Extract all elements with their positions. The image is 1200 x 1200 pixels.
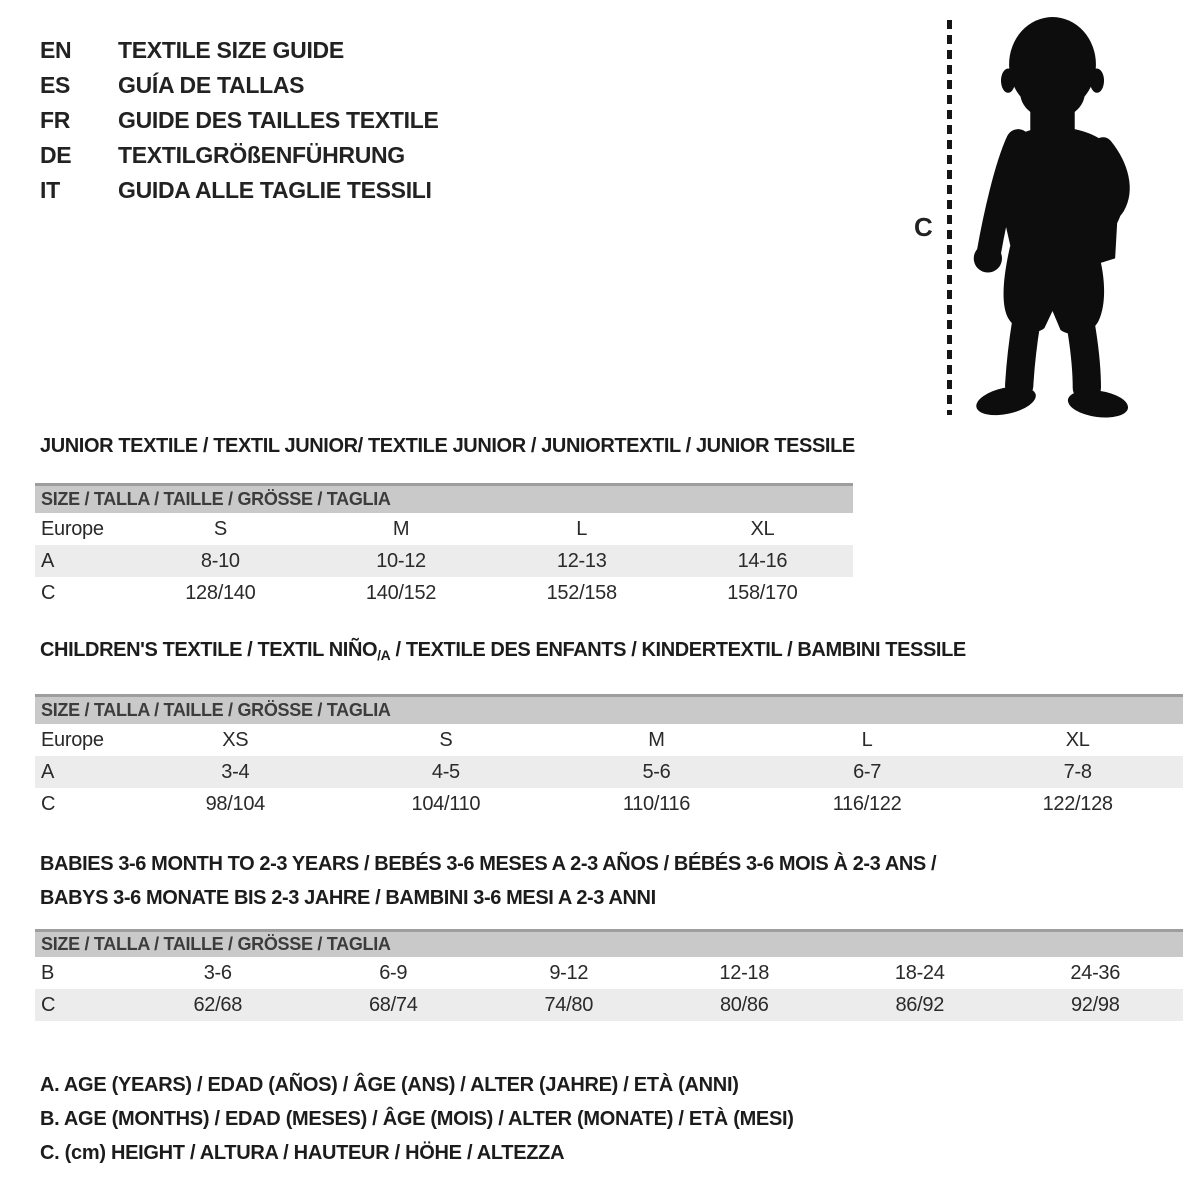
guide-title-es: GUÍA DE TALLAS <box>118 72 305 98</box>
size-value-cell: 68/74 <box>368 993 418 1016</box>
row-label-cell: C <box>41 993 56 1016</box>
size-value-cell: 98/104 <box>205 792 265 815</box>
footnote-age-months: B. AGE (MONTHS) / EDAD (MESES) / ÂGE (MOIS) / ALTER (MONATE) / ETÀ (MESI) <box>40 1108 794 1130</box>
size-value-cell: 9-12 <box>549 961 589 984</box>
size-value-cell: 116/122 <box>832 792 902 815</box>
babies-title-line2: BABYS 3-6 MONATE BIS 2-3 JAHRE / BAMBINI 3-6 MESI A 2-3 ANNI <box>40 887 656 909</box>
babies-section-title <box>40 847 936 915</box>
size-value-cell: 140/152 <box>365 581 437 604</box>
size-value-cell: M <box>392 517 410 540</box>
children-section-title <box>40 639 966 663</box>
size-value-cell: 3-4 <box>221 760 250 783</box>
toddler-silhouette-image <box>963 14 1141 418</box>
size-value-cell: S <box>213 517 227 540</box>
size-value-cell: 122/128 <box>1042 792 1113 815</box>
babies-size-header-bar: SIZE / TALLA / TAILLE / GRÖSSE / TAGLIA <box>35 929 1183 957</box>
table-row <box>35 513 853 545</box>
size-value-cell: 152/158 <box>546 581 617 604</box>
children-size-table <box>35 724 1183 820</box>
guide-title-fr: GUIDE DES TAILLES TEXTILE <box>118 107 439 133</box>
language-row-es <box>40 68 439 103</box>
row-label-cell: Europe <box>41 728 104 751</box>
row-label-cell: B <box>41 961 55 984</box>
size-value-cell: 3-6 <box>203 961 232 984</box>
size-value-cell: 6-7 <box>853 760 882 783</box>
size-value-cell: 80/86 <box>719 993 769 1016</box>
size-value-cell: XL <box>750 517 775 540</box>
table-row <box>35 545 853 577</box>
language-row-it <box>40 173 439 208</box>
size-value-cell: 104/110 <box>411 792 481 815</box>
height-dashed-line <box>947 20 952 415</box>
size-value-cell: 86/92 <box>895 993 945 1016</box>
language-row-de <box>40 138 439 173</box>
junior-size-table <box>35 513 853 609</box>
size-value-cell: 110/116 <box>622 792 691 815</box>
language-code: IT <box>40 177 60 203</box>
babies-size-table <box>35 957 1183 1021</box>
junior-size-header-bar: SIZE / TALLA / TAILLE / GRÖSSE / TAGLIA <box>35 483 853 513</box>
size-value-cell: L <box>861 728 873 751</box>
size-value-cell: XS <box>222 728 249 751</box>
language-code: EN <box>40 37 72 63</box>
language-code: DE <box>40 142 72 168</box>
footnote-height-cm: C. (cm) HEIGHT / ALTURA / HAUTEUR / HÖHE / ALTEZZA <box>40 1142 565 1164</box>
legend-footnotes <box>40 1068 794 1170</box>
size-value-cell: 8-10 <box>200 549 240 572</box>
row-label-cell: A <box>41 760 55 783</box>
guide-title-en: TEXTILE SIZE GUIDE <box>118 37 344 63</box>
table-row <box>35 724 1183 756</box>
row-label-cell: A <box>41 549 55 572</box>
language-code: FR <box>40 107 71 133</box>
size-value-cell: 18-24 <box>894 961 945 984</box>
size-value-cell: 7-8 <box>1063 760 1092 783</box>
language-title-list <box>40 33 439 208</box>
footnote-age-years: A. AGE (YEARS) / EDAD (AÑOS) / ÂGE (ANS) / ALTER (JAHRE) / ETÀ (ANNI) <box>40 1074 739 1096</box>
children-title-post: / TEXTILE DES ENFANTS / KINDERTEXTIL / BAMBINI TESSILE <box>390 639 966 661</box>
size-value-cell: 74/80 <box>544 993 594 1016</box>
junior-section-title: JUNIOR TEXTILE / TEXTIL JUNIOR/ TEXTILE JUNIOR / JUNIORTEXTIL / JUNIOR TESSILE <box>40 435 855 457</box>
row-label-cell: Europe <box>41 517 104 540</box>
size-value-cell: 24-36 <box>1070 961 1121 984</box>
babies-title-line1: BABIES 3-6 MONTH TO 2-3 YEARS / BEBÉS 3-6 MESES A 2-3 AÑOS / BÉBÉS 3-6 MOIS À 2-3 ANS / <box>40 853 937 875</box>
size-value-cell: M <box>648 728 665 751</box>
table-row <box>35 788 1183 820</box>
children-size-header-bar: SIZE / TALLA / TAILLE / GRÖSSE / TAGLIA <box>35 694 1183 724</box>
table-row <box>35 756 1183 788</box>
size-value-cell: S <box>439 728 453 751</box>
language-code: ES <box>40 72 71 98</box>
language-row-fr <box>40 103 439 138</box>
guide-title-it: GUIDA ALLE TAGLIE TESSILI <box>118 177 432 203</box>
size-value-cell: 5-6 <box>642 760 671 783</box>
size-value-cell: 12-18 <box>719 961 770 984</box>
row-label-cell: C <box>41 792 56 815</box>
size-value-cell: 158/170 <box>727 581 798 604</box>
table-row <box>35 989 1183 1021</box>
children-title-sub: /A <box>377 647 391 663</box>
size-value-cell: 10-12 <box>376 549 426 572</box>
size-value-cell: 128/140 <box>185 581 256 604</box>
children-title-pre: CHILDREN'S TEXTILE / TEXTIL NIÑO <box>40 639 378 661</box>
guide-title-de: TEXTILGRÖßENFÜHRUNG <box>118 142 405 168</box>
size-value-cell: L <box>576 517 588 540</box>
size-value-cell: 92/98 <box>1070 993 1120 1016</box>
table-row <box>35 957 1183 989</box>
size-value-cell: 14-16 <box>737 549 788 572</box>
size-value-cell: 4-5 <box>431 760 460 783</box>
row-label-cell: C <box>41 581 56 604</box>
table-row <box>35 577 853 609</box>
size-value-cell: 12-13 <box>556 549 607 572</box>
size-value-cell: 6-9 <box>379 961 408 984</box>
size-value-cell: 62/68 <box>193 993 243 1016</box>
language-row-en <box>40 33 439 68</box>
size-value-cell: XL <box>1065 728 1090 751</box>
height-measure-label: C <box>914 212 933 242</box>
